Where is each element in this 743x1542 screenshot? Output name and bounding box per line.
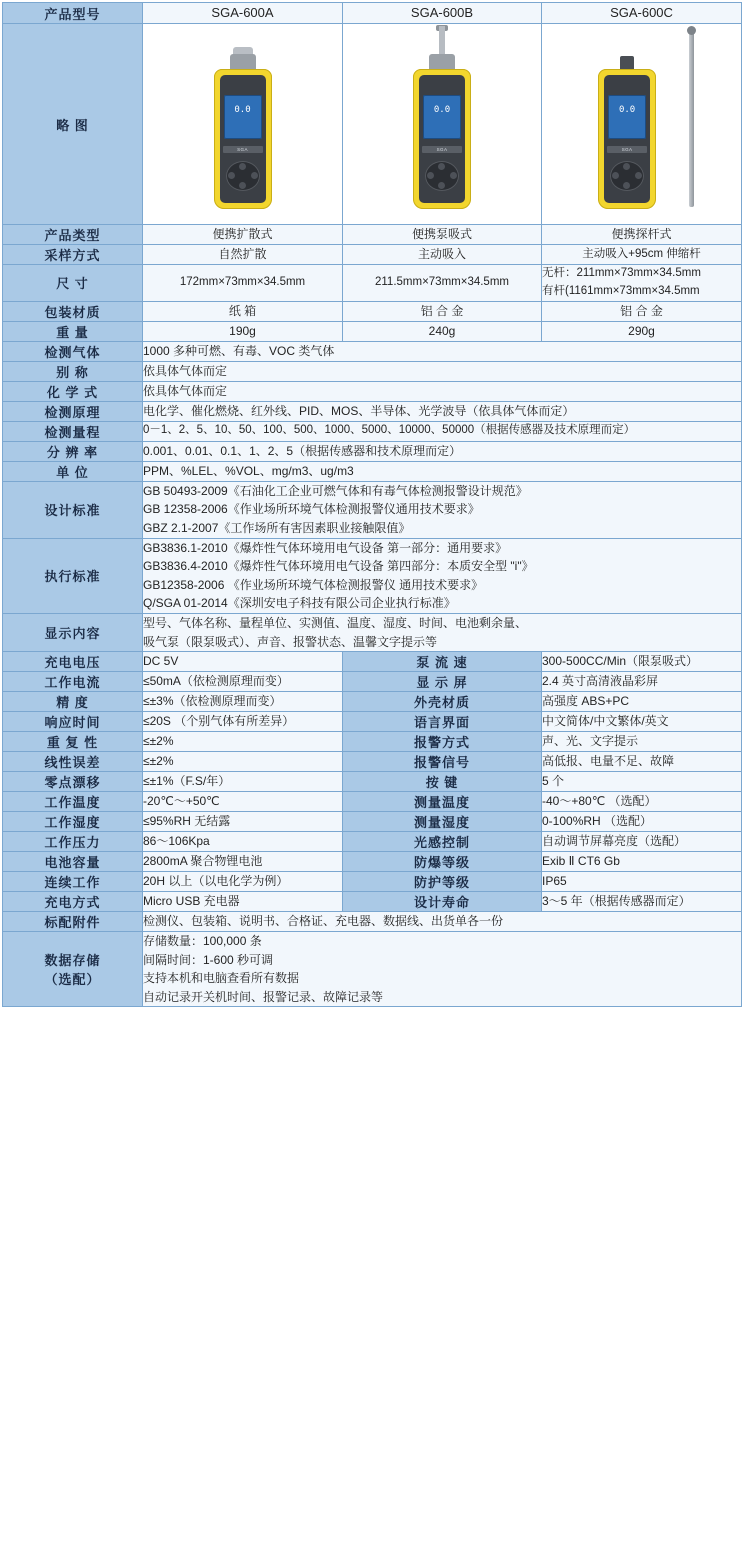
cell-design-standard: [143, 481, 742, 538]
table-row-weight: [3, 321, 742, 341]
design-standard-line-3: GBZ 2.1-2007《工作场所有害因素职业接触限值》: [143, 520, 411, 535]
row-label-measure-humidity: 测量湿度: [343, 812, 542, 832]
row-label-pump-flow: 泵 流 速: [343, 652, 542, 672]
specification-table: [2, 2, 742, 1007]
table-row-principle: [3, 401, 742, 421]
data-storage-line-1: 存储数量：100,000 条: [143, 934, 262, 949]
cell-battery: 2800mA 聚合物锂电池: [143, 852, 343, 872]
device-brand-a: SGA: [223, 146, 263, 153]
table-row-battery: [3, 852, 742, 872]
cell-sampling-c: 主动吸入+95cm 伸缩杆: [542, 245, 742, 265]
row-label-ip-rating: 防护等级: [343, 872, 542, 892]
data-storage-line-2: 间隔时间：1-600 秒可调: [143, 952, 274, 967]
design-standard-line-2: GB 12358-2006《作业场所环境气体检测报警仪通用技术要求》: [143, 502, 480, 517]
row-label-data-storage: [3, 932, 143, 1007]
device-screen-b: [423, 95, 461, 139]
row-label-working-current: 工作电流: [3, 672, 143, 692]
cell-repeatability: ≤±2%: [143, 732, 343, 752]
detector-probe-icon: [582, 27, 702, 217]
table-row-working-humidity: [3, 812, 742, 832]
cell-package-b: 铝 合 金: [343, 301, 542, 321]
cell-alarm-signal: 高低报、电量不足、故障: [542, 752, 742, 772]
exec-standard-line-4: Q/SGA 01-2014《深圳安电子科技有限公司企业执行标准》: [143, 596, 456, 611]
row-label-battery: 电池容量: [3, 852, 143, 872]
data-storage-label-line2: （选配）: [44, 972, 101, 988]
cell-unit: PPM、%LEL、%VOL、mg/m3、ug/m3: [143, 461, 742, 481]
cell-accessories: 检测仪、包装箱、说明书、合格证、充电器、数据线、出货单各一份: [143, 912, 742, 932]
table-row-runtime: [3, 872, 742, 892]
table-row-size: [3, 265, 742, 302]
row-label-language: 语言界面: [343, 712, 542, 732]
cell-package-c: 铝 合 金: [542, 301, 742, 321]
cell-sampling-b: 主动吸入: [343, 245, 542, 265]
row-label-formula: 化 学 式: [3, 381, 143, 401]
cell-measure-temp: -40～+80℃ （选配）: [542, 792, 742, 812]
row-label-weight: 重 量: [3, 321, 143, 341]
cell-working-current: ≤50mA（依检测原理而变）: [143, 672, 343, 692]
cell-working-humidity: ≤95%RH 无结露: [143, 812, 343, 832]
model-a: SGA-600A: [143, 3, 343, 24]
table-row-sampling: [3, 245, 742, 265]
row-label-alarm-mode: 报警方式: [343, 732, 542, 752]
row-label-package: 包装材质: [3, 301, 143, 321]
cell-response-time: ≤20S （个别气体有所差异）: [143, 712, 343, 732]
row-label-resolution: 分 辨 率: [3, 441, 143, 461]
cell-size-a: 172mm×73mm×34.5mm: [143, 265, 343, 302]
device-brand-b: SGA: [422, 146, 462, 153]
row-label-accessories: 标配附件: [3, 912, 143, 932]
design-standard-line-1: GB 50493-2009《石油化工企业可燃气体和有毒气体检测报警设计规范》: [143, 483, 528, 498]
table-row-design-standard: [3, 481, 742, 538]
device-reading-c: 0.0: [618, 104, 636, 115]
cell-light-control: 自动调节屏幕亮度（选配）: [542, 832, 742, 852]
device-screen-a: [224, 95, 262, 139]
cell-ex-rating: Exib Ⅱ CT6 Gb: [542, 852, 742, 872]
row-label-measure-temp: 测量温度: [343, 792, 542, 812]
row-label-charge-mode: 充电方式: [3, 892, 143, 912]
table-row-working-pressure: [3, 832, 742, 852]
row-label-working-pressure: 工作压力: [3, 832, 143, 852]
device-reading-b: 0.0: [433, 104, 451, 115]
table-row-response-time: [3, 712, 742, 732]
cell-zero-drift: ≤±1%（F.S/年）: [143, 772, 343, 792]
table-row-charge-voltage: [3, 652, 742, 672]
row-label-detect-gas: 检测气体: [3, 341, 143, 361]
cell-working-temp: -20℃～+50℃: [143, 792, 343, 812]
table-row-display-content: [3, 613, 742, 651]
cell-runtime: 20H 以上（以电化学为例）: [143, 872, 343, 892]
row-label-response-time: 响应时间: [3, 712, 143, 732]
cell-measure-humidity: 0-100%RH （选配）: [542, 812, 742, 832]
exec-standard-line-2: GB3836.4-2010《爆炸性气体环境用电气设备 第四部分：本质安全型 "i"》: [143, 559, 534, 574]
cell-keys: 5 个: [542, 772, 742, 792]
row-label-working-humidity: 工作湿度: [3, 812, 143, 832]
data-storage-line-3: 支持本机和电脑查看所有数据: [143, 971, 300, 986]
cell-sampling-a: 自然扩散: [143, 245, 343, 265]
table-row-zero-drift: [3, 772, 742, 792]
row-label-model: 产品型号: [3, 3, 143, 24]
cell-size-c-line2: 有杆(1161mm×73mm×34.5mm: [542, 284, 700, 297]
cell-display-content: [143, 613, 742, 651]
data-storage-label-line1: 数据存储: [44, 953, 101, 969]
table-row-resolution: [3, 441, 742, 461]
row-label-display-screen: 显 示 屏: [343, 672, 542, 692]
row-label-charge-voltage: 充电电压: [3, 652, 143, 672]
table-row-package: [3, 301, 742, 321]
cell-size-b: 211.5mm×73mm×34.5mm: [343, 265, 542, 302]
cell-charge-voltage: DC 5V: [143, 652, 343, 672]
table-row-alias: [3, 361, 742, 381]
row-label-display-content: 显示内容: [3, 613, 143, 651]
cell-accuracy: ≤±3%（依检测原理而变）: [143, 692, 343, 712]
row-label-principle: 检测原理: [3, 401, 143, 421]
table-row-product-type: [3, 225, 742, 245]
row-label-product-type: 产品类型: [3, 225, 143, 245]
table-row-working-temp: [3, 792, 742, 812]
cell-linearity: ≤±2%: [143, 752, 343, 772]
device-reading-a: 0.0: [234, 104, 251, 115]
cell-product-type-c: 便携探杆式: [542, 225, 742, 245]
detector-pump-icon: [382, 27, 502, 217]
table-row-repeatability: [3, 732, 742, 752]
detector-diffusion-icon: [183, 27, 303, 217]
cell-size-c-line1: 无杆：211mm×73mm×34.5mm: [542, 267, 701, 280]
table-row-exec-standard: [3, 538, 742, 613]
exec-standard-line-1: GB3836.1-2010《爆炸性气体环境用电气设备 第一部分：通用要求》: [143, 540, 508, 555]
cell-range: 0－1、2、5、10、50、100、500、1000、5000、10000、50000（根据传感器及技术原理而定）: [143, 421, 742, 441]
model-c: SGA-600C: [542, 3, 742, 24]
row-label-alarm-signal: 报警信号: [343, 752, 542, 772]
table-row-accuracy: [3, 692, 742, 712]
table-row-range: [3, 421, 742, 441]
cell-product-type-a: 便携扩散式: [143, 225, 343, 245]
cell-ip-rating: IP65: [542, 872, 742, 892]
table-row-diagram: [3, 24, 742, 225]
cell-language: 中文简体/中文繁体/英文: [542, 712, 742, 732]
cell-display-screen: 2.4 英寸高清液晶彩屏: [542, 672, 742, 692]
device-image-c: [542, 24, 742, 225]
cell-alarm-mode: 声、光、文字提示: [542, 732, 742, 752]
device-image-b: [343, 24, 542, 225]
table-row-detect-gas: [3, 341, 742, 361]
row-label-runtime: 连续工作: [3, 872, 143, 892]
cell-formula: 依具体气体而定: [143, 381, 742, 401]
display-content-line-1: 型号、气体名称、量程单位、实测值、温度、湿度、时间、电池剩余量、: [143, 615, 528, 630]
device-brand-c: SGA: [607, 146, 647, 153]
row-label-accuracy: 精 度: [3, 692, 143, 712]
row-label-repeatability: 重 复 性: [3, 732, 143, 752]
table-row-data-storage: [3, 932, 742, 1007]
cell-package-a: 纸 箱: [143, 301, 343, 321]
row-label-size: 尺 寸: [3, 265, 143, 302]
device-image-a: [143, 24, 343, 225]
cell-exec-standard: [143, 538, 742, 613]
cell-data-storage: [143, 932, 742, 1007]
cell-principle: 电化学、催化燃烧、红外线、PID、MOS、半导体、光学波导（依具体气体而定）: [143, 401, 742, 421]
table-row-model: [3, 3, 742, 24]
cell-resolution: 0.001、0.01、0.1、1、2、5（根据传感器和技术原理而定）: [143, 441, 742, 461]
row-label-alias: 别 称: [3, 361, 143, 381]
row-label-sampling: 采样方式: [3, 245, 143, 265]
cell-design-life: 3～5 年（根据传感器而定）: [542, 892, 742, 912]
table-row-accessories: [3, 912, 742, 932]
cell-weight-a: 190g: [143, 321, 343, 341]
model-b: SGA-600B: [343, 3, 542, 24]
row-label-exec-standard: 执行标准: [3, 538, 143, 613]
table-row-linearity: [3, 752, 742, 772]
row-label-diagram: 略 图: [3, 24, 143, 225]
cell-product-type-b: 便携泵吸式: [343, 225, 542, 245]
row-label-unit: 单 位: [3, 461, 143, 481]
cell-shell-material: 高强度 ABS+PC: [542, 692, 742, 712]
cell-weight-c: 290g: [542, 321, 742, 341]
cell-pump-flow: 300-500CC/Min（限泵吸式）: [542, 652, 742, 672]
row-label-working-temp: 工作温度: [3, 792, 143, 812]
table-row-working-current: [3, 672, 742, 692]
cell-charge-mode: Micro USB 充电器: [143, 892, 343, 912]
row-label-shell-material: 外壳材质: [343, 692, 542, 712]
cell-detect-gas: 1000 多种可燃、有毒、VOC 类气体: [143, 341, 742, 361]
cell-weight-b: 240g: [343, 321, 542, 341]
row-label-linearity: 线性误差: [3, 752, 143, 772]
cell-working-pressure: 86～106Kpa: [143, 832, 343, 852]
row-label-design-life: 设计寿命: [343, 892, 542, 912]
row-label-design-standard: 设计标准: [3, 481, 143, 538]
cell-size-c: [542, 265, 742, 302]
row-label-keys: 按 键: [343, 772, 542, 792]
row-label-ex-rating: 防爆等级: [343, 852, 542, 872]
table-row-charge-mode: [3, 892, 742, 912]
table-row-formula: [3, 381, 742, 401]
row-label-light-control: 光感控制: [343, 832, 542, 852]
table-row-unit: [3, 461, 742, 481]
device-screen-c: [608, 95, 646, 139]
display-content-line-2: 吸气泵（限泵吸式）、声音、报警状态、温馨文字提示等: [143, 634, 438, 649]
row-label-range: 检测量程: [3, 421, 143, 441]
cell-alias: 依具体气体而定: [143, 361, 742, 381]
row-label-zero-drift: 零点漂移: [3, 772, 143, 792]
data-storage-line-4: 自动记录开关机时间、报警记录、故障记录等: [143, 989, 384, 1004]
exec-standard-line-3: GB12358-2006 《作业场所环境气体检测报警仪 通用技术要求》: [143, 577, 484, 592]
